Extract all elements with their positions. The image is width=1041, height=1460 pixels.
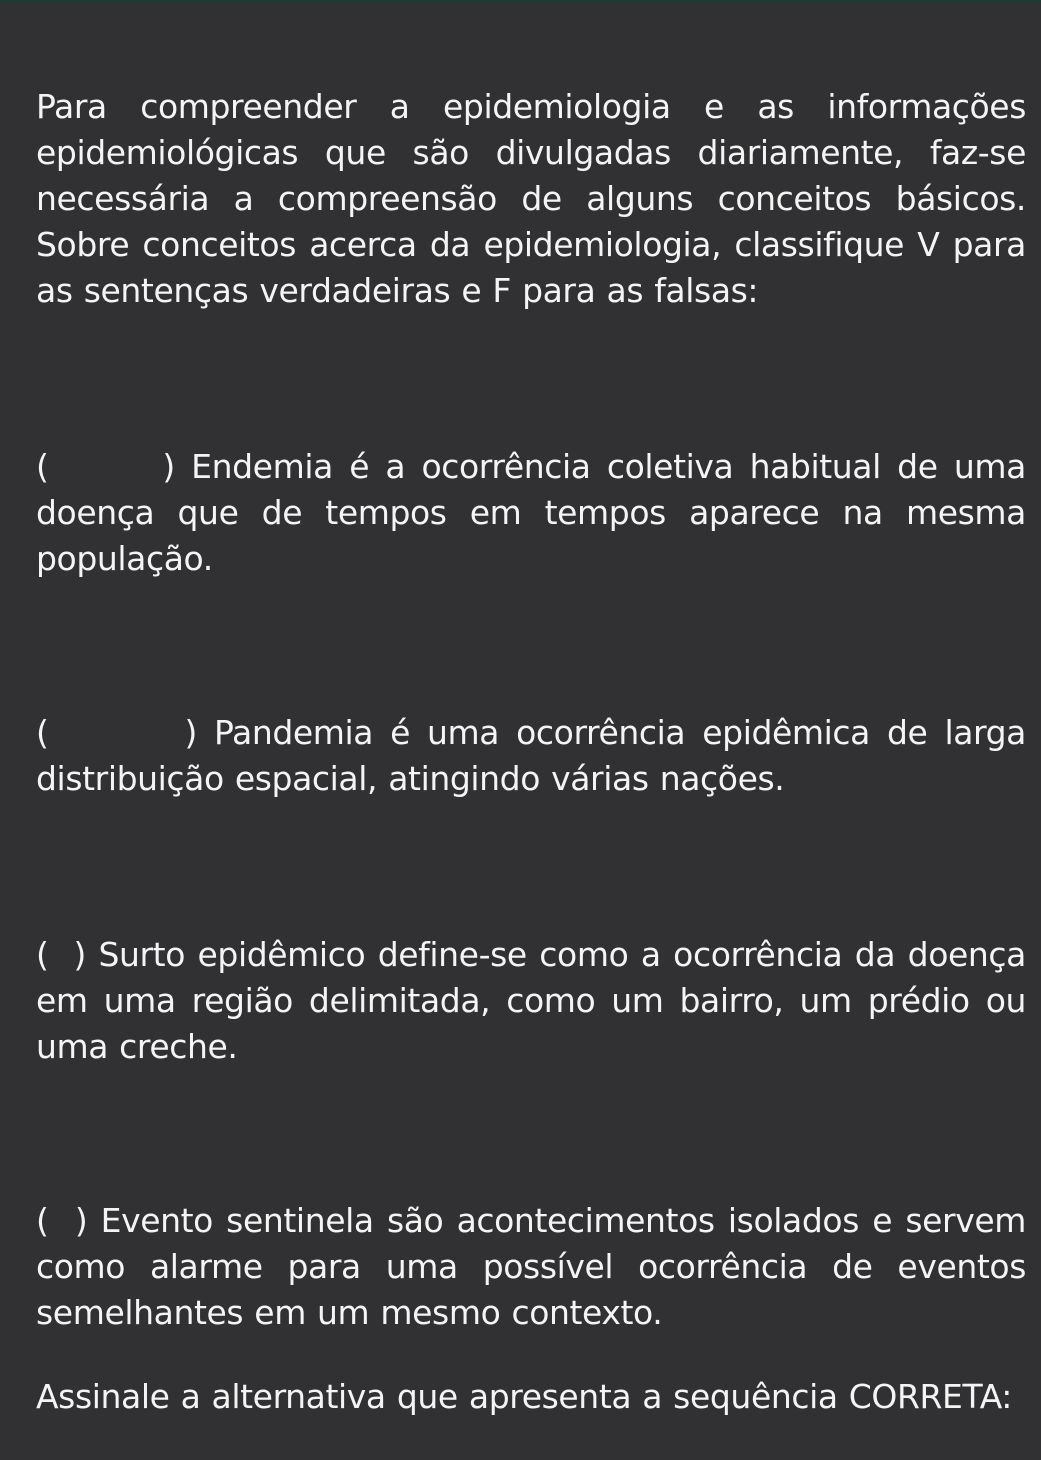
statement-text: Pandemia é uma ocorrência epidêmica de larga distribuição espacial, atingindo várias nações. (36, 713, 1026, 798)
question-intro: Para compreender a epidemiologia e as informações epidemiológicas que são divulgadas diariamente, faz-se necessária a compreensão de alguns conceitos básicos. Sobre conceitos acerca da epidemiologia, classifique V para as sentenças verdadeiras e F para as falsas: (36, 87, 1026, 310)
statement-pandemia (36, 710, 1026, 802)
answer-blank: ( ) (36, 447, 175, 486)
statement-text: Surto epidêmico define-se como a ocorrência da doença em uma região delimitada, como um bairro, um prédio ou uma creche. (36, 935, 1026, 1066)
statement-surto (36, 932, 1026, 1070)
answer-blank: ( ) (36, 713, 197, 752)
top-border (0, 0, 1041, 3)
question-instruction: Assinale a alternativa que apresenta a sequência CORRETA: (36, 1377, 1013, 1416)
statement-text: Evento sentinela são acontecimentos isolados e servem como alarme para uma possível ocorrência de eventos semelhantes em um mesmo contexto. (36, 1201, 1026, 1332)
statement-evento-sentinela (36, 1198, 1026, 1336)
statement-endemia (36, 444, 1026, 582)
statement-text: Endemia é a ocorrência coletiva habitual de uma doença que de tempos em tempos aparece na mesma população. (36, 447, 1026, 578)
answer-blank: ( ) (36, 1201, 88, 1240)
answer-blank: ( ) (36, 935, 86, 974)
